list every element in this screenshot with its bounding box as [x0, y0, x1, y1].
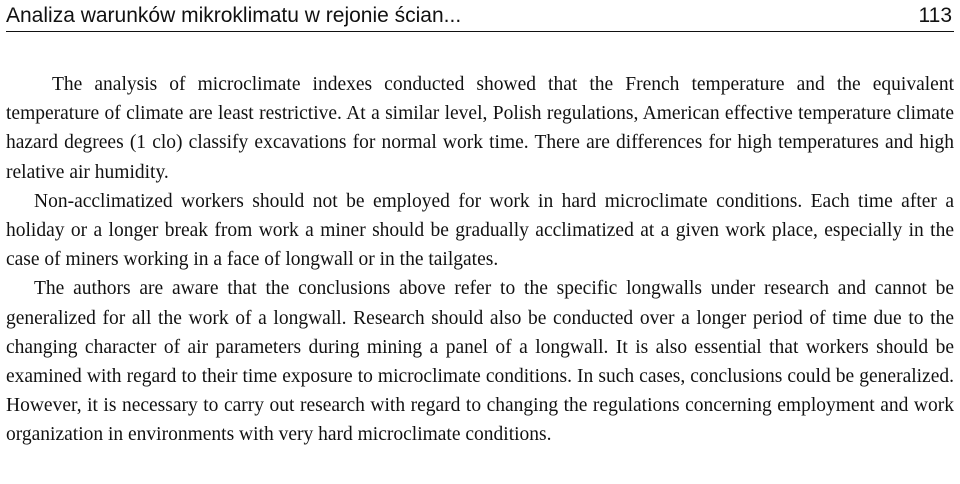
running-title: Analiza warunków mikroklimatu w rejonie ścian... [6, 4, 462, 27]
body-text [6, 70, 954, 450]
page-number: 113 [918, 4, 952, 27]
paragraph-conclusions-indexes: The analysis of microclimate indexes conducted showed that the French temperature and the equivalent temperature of climate are least restrictive. At a similar level, Polish regulations, American effective temperature climate hazard degrees (1 clo) classify excavations for normal work time. There are differences for high temperatures and high relative air humidity. [6, 74, 954, 183]
paragraph-limitations: The authors are aware that the conclusions above refer to the specific longwalls under research and cannot be generalized for all the work of a longwall. Research should also be conducted over a longer period of time due to the changing character of air parameters during mining a panel of a longwall. It is also essential that workers should be examined with regard to their time exposure to microclimate conditions. In such cases, conclusions could be generalized. However, it is necessary to carry out research with regard to changing the regulations concerning employment and work organization in environments with very hard microclimate conditions. [6, 278, 954, 446]
running-header [6, 2, 954, 32]
paragraph-acclimatization: Non-acclimatized workers should not be employed for work in hard microclimate conditions. Each time after a holiday or a longer break from work a miner should be gradually acclimatized at a given work place, especially in the case of miners working in a face of longwall or in the tailgates. [6, 190, 954, 271]
